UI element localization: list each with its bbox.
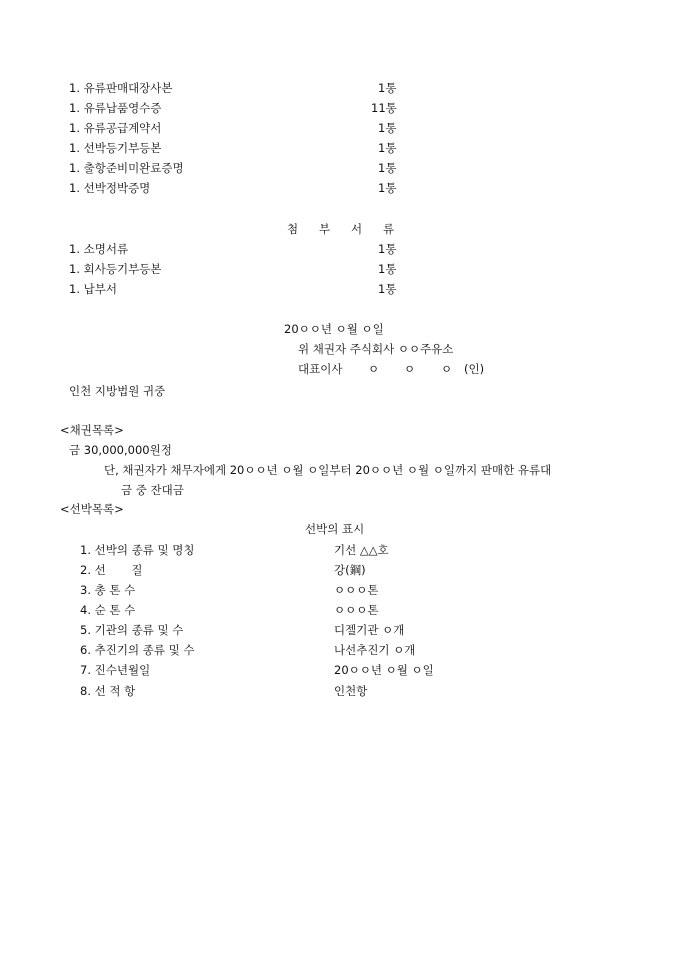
court-recipient: 인천 지방법원 귀중 <box>69 384 166 398</box>
ship-row-label: 2. 선 질 <box>80 563 143 577</box>
ship-row-value: 강(鋼) <box>334 563 366 577</box>
claim-description: 단, 채권자가 채무자에게 20ㅇㅇ년 ㅇ월 ㅇ일부터 20ㅇㅇ년 ㅇ월 ㅇ일까지 판매한 유류대 <box>104 463 552 477</box>
attach-item-count: 1통 <box>378 262 397 276</box>
doc-item-name: 1. 유류공급계약서 <box>69 121 162 135</box>
doc-item-count: 11통 <box>371 101 397 115</box>
representative-label: 대표이사 <box>298 362 343 376</box>
ship-row-value: 기선 △△호 <box>334 543 389 557</box>
ship-row-value: 인천항 <box>334 684 368 698</box>
doc-item-name: 1. 유류판매대장사본 <box>69 81 173 95</box>
doc-item-name: 1. 출항준비미완료증명 <box>69 161 184 175</box>
ship-row-value: 20ㅇㅇ년 ㅇ월 ㅇ일 <box>334 663 434 677</box>
ship-row-label: 6. 추진기의 종류 및 수 <box>80 643 195 657</box>
representative-name-char: ㅇ <box>441 362 453 376</box>
ship-row-label: 5. 기관의 종류 및 수 <box>80 623 184 637</box>
ship-row-value: ㅇㅇㅇ톤 <box>334 603 379 617</box>
doc-item-count: 1통 <box>378 161 397 175</box>
claim-amount: 금 30,000,000원정 <box>69 443 172 457</box>
doc-item-count: 1통 <box>378 181 397 195</box>
ship-row-label: 4. 순 톤 수 <box>80 603 136 617</box>
doc-item-count: 1통 <box>378 141 397 155</box>
signature-date: 20ㅇㅇ년 ㅇ월 ㅇ일 <box>284 322 384 336</box>
attach-item-count: 1통 <box>378 242 397 256</box>
doc-item-name: 1. 선박정박증명 <box>69 181 151 195</box>
attach-item-name: 1. 납부서 <box>69 282 117 296</box>
doc-item-name: 1. 유류납품영수증 <box>69 101 162 115</box>
representative-name-char: ㅇ <box>404 362 416 376</box>
attach-title-char: 서 <box>351 222 363 236</box>
doc-item-count: 1통 <box>378 81 397 95</box>
seal-mark: (인) <box>464 362 485 376</box>
attach-item-name: 1. 회사등기부등본 <box>69 262 162 276</box>
attach-title-char: 류 <box>383 222 395 236</box>
ship-row-value: ㅇㅇㅇ톤 <box>334 583 379 597</box>
ship-row-label: 8. 선 적 항 <box>80 684 136 698</box>
ship-row-value: 나선추진기 ㅇ개 <box>334 643 416 657</box>
representative-name-char: ㅇ <box>368 362 380 376</box>
creditor-line: 위 채권자 주식회사 ㅇㅇ주유소 <box>298 342 454 356</box>
doc-item-count: 1통 <box>378 121 397 135</box>
attach-title-char: 첨 <box>287 222 299 236</box>
attach-title-char: 부 <box>319 222 331 236</box>
doc-item-name: 1. 선박등기부등본 <box>69 141 162 155</box>
attach-item-name: 1. 소명서류 <box>69 242 129 256</box>
ship-row-label: 3. 총 톤 수 <box>80 583 136 597</box>
ship-row-value: 디젤기관 ㅇ개 <box>334 623 405 637</box>
ship-heading: <선박목록> <box>60 502 124 516</box>
ship-row-label: 1. 선박의 종류 및 명칭 <box>80 543 195 557</box>
claim-description-cont: 금 중 잔대금 <box>121 483 184 497</box>
ship-row-label: 7. 진수년월일 <box>80 663 151 677</box>
attach-item-count: 1통 <box>378 282 397 296</box>
claim-heading: <채권목록> <box>60 423 124 437</box>
ship-table-title: 선박의 표시 <box>305 522 365 536</box>
